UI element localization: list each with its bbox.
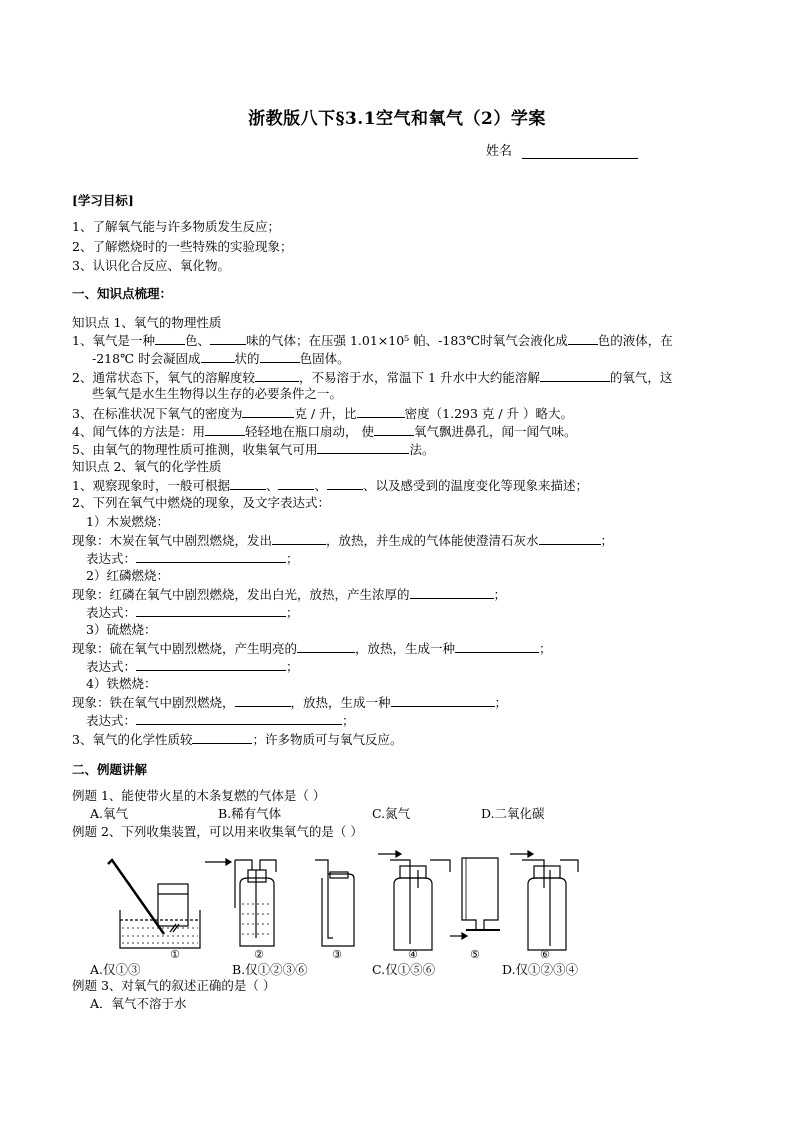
apparatus-label-6: ⑥ — [540, 948, 550, 958]
apparatus-4-gas-bottle — [378, 851, 450, 950]
k2-title: 知识点 2、氧气的化学性质 — [72, 459, 222, 474]
question-2: 例题 2、下列收集装置，可以用来收集氧气的是（ ） — [72, 824, 363, 839]
blank[interactable] — [136, 550, 286, 563]
apparatus-2-gas-bottle — [205, 859, 276, 946]
combustion-4-phenomenon: 现象：铁在氧气中剧烈燃烧， ，放热，生成一种 ； — [72, 695, 508, 710]
k1-title: 知识点 1、氧气的物理性质 — [72, 315, 222, 330]
apparatus-3-gas-bottle — [315, 860, 354, 946]
name-label: 姓名 — [486, 144, 513, 159]
goal-item-2: 2、了解燃烧时的一些特殊的实验现象； — [72, 239, 293, 254]
combustion-1-title: 1）木炭燃烧： — [86, 514, 169, 529]
blank[interactable] — [272, 532, 326, 545]
k1-line-3: 2、通常状态下，氧气的溶解度较 ，不易溶于水，常温下 1 升水中大约能溶解 的氧气，这 — [72, 370, 673, 385]
goal-item-3: 3、认识化合反应、氧化物。 — [72, 258, 230, 273]
blank[interactable] — [455, 640, 539, 653]
gas-collection-apparatus-figure — [100, 848, 600, 958]
q1-option-c[interactable]: C.氮气 — [372, 806, 411, 821]
blank[interactable] — [136, 604, 286, 617]
k2-line-2: 2、下列在氧气中燃烧的现象，及文字表达式： — [72, 495, 330, 510]
combustion-2-phenomenon: 现象：红磷在氧气中剧烈燃烧，发出白光，放热，产生浓厚的 ； — [72, 587, 507, 602]
q2-option-b[interactable]: B.仅①②③⑥ — [232, 962, 308, 977]
k1-line-6: 4、闻气体的方法是：用 轻轻地在瓶口扇动， 使 氧气飘进鼻孔，闻一闻气味。 — [72, 424, 577, 439]
combustion-3-expression: 表达式： ； — [86, 659, 299, 674]
blank[interactable] — [539, 532, 601, 545]
q3-option-a[interactable]: A．氧气不溶于水 — [90, 996, 187, 1011]
combustion-3-title: 3）硫燃烧： — [86, 622, 157, 637]
goal-item-1: 1、了解氧气能与许多物质发生反应； — [72, 219, 280, 234]
section2-heading: 二、例题讲解 — [72, 762, 148, 777]
apparatus-label-4: ④ — [408, 948, 418, 958]
blank[interactable] — [327, 477, 363, 490]
k1-line-7: 5、由氧气的物理性质可推测，收集氧气可用 法。 — [72, 442, 435, 457]
name-blank[interactable] — [522, 145, 638, 159]
apparatus-1-water-trough — [108, 860, 200, 948]
apparatus-5-inverted-bottle — [450, 858, 500, 939]
blank[interactable] — [297, 640, 355, 653]
blank[interactable] — [357, 405, 405, 418]
blank[interactable] — [210, 332, 246, 345]
blank[interactable] — [410, 586, 494, 599]
apparatus-label-2: ② — [254, 948, 264, 958]
apparatus-label-5: ⑤ — [470, 948, 480, 958]
blank[interactable] — [568, 332, 598, 345]
section1-heading: 一、知识点梳理： — [72, 286, 173, 301]
blank[interactable] — [205, 423, 245, 436]
blank[interactable] — [374, 423, 414, 436]
blank[interactable] — [201, 350, 235, 363]
blank[interactable] — [278, 477, 314, 490]
question-1: 例题 1、能使带火星的木条复燃的气体是（ ） — [72, 788, 326, 803]
combustion-1-phenomenon: 现象：木炭在氧气中剧烈燃烧，发出 ，放热，并生成的气体能使澄清石灰水 ； — [72, 533, 614, 548]
k1-line-2: -218℃ 时会凝固成 状的 色固体。 — [92, 351, 350, 366]
combustion-3-phenomenon: 现象：硫在氧气中剧烈燃烧，产生明亮的 ，放热，生成一种 ； — [72, 641, 552, 656]
k2-line-1: 1、观察现象时，一般可根据 、 、 、以及感受到的温度变化等现象来描述； — [72, 478, 589, 493]
blank[interactable] — [192, 731, 252, 744]
combustion-1-expression: 表达式： ； — [86, 551, 299, 566]
blank[interactable] — [317, 441, 409, 454]
blank[interactable] — [230, 477, 266, 490]
q2-option-a[interactable]: A.仅①③ — [90, 962, 141, 977]
blank[interactable] — [255, 369, 299, 382]
blank[interactable] — [260, 350, 300, 363]
blank[interactable] — [235, 694, 291, 707]
k1-line-5: 3、在标准状况下氧气的密度为 克 / 升，比 密度（1.293 克 / 升 ）略大。 — [72, 406, 574, 421]
blank[interactable] — [136, 658, 286, 671]
k1-line-1: 1、氧气是一种 色、 味的气体；在压强 1.01×10⁵ 帕、-183℃时氧气会液化成 色的液体，在 — [72, 333, 673, 348]
combustion-2-expression: 表达式： ； — [86, 605, 299, 620]
apparatus-drawing — [100, 848, 600, 958]
apparatus-label-3: ③ — [332, 948, 342, 958]
q1-option-a[interactable]: A.氧气 — [90, 806, 129, 821]
blank[interactable] — [155, 332, 185, 345]
goals-heading: [学习目标] — [72, 193, 134, 208]
combustion-4-expression: 表达式： ； — [86, 713, 355, 728]
combustion-4-title: 4）铁燃烧： — [86, 676, 157, 691]
apparatus-label-1: ① — [170, 948, 180, 958]
blank[interactable] — [136, 712, 342, 725]
question-3: 例题 3、对氧气的叙述正确的是（ ） — [72, 978, 276, 993]
name-field — [486, 140, 638, 159]
k1-line-4: 些氧气是水生生物得以生存的必要条件之一。 — [92, 386, 343, 401]
apparatus-6-gas-bottle — [510, 851, 578, 950]
combustion-2-title: 2）红磷燃烧： — [86, 568, 169, 583]
blank[interactable] — [242, 405, 294, 418]
blank[interactable] — [540, 369, 610, 382]
q1-option-b[interactable]: B.稀有气体 — [218, 806, 282, 821]
blank[interactable] — [391, 694, 495, 707]
q2-option-d[interactable]: D.仅①②③④ — [502, 962, 579, 977]
q1-option-d[interactable]: D.二氧化碳 — [481, 806, 545, 821]
page-title: 浙教版八下§3.1空气和氧气（2）学案 — [248, 109, 546, 129]
q2-option-c[interactable]: C.仅①⑤⑥ — [372, 962, 436, 977]
k2-line-3: 3、氧气的化学性质较 ；许多物质可与氧气反应。 — [72, 732, 403, 747]
